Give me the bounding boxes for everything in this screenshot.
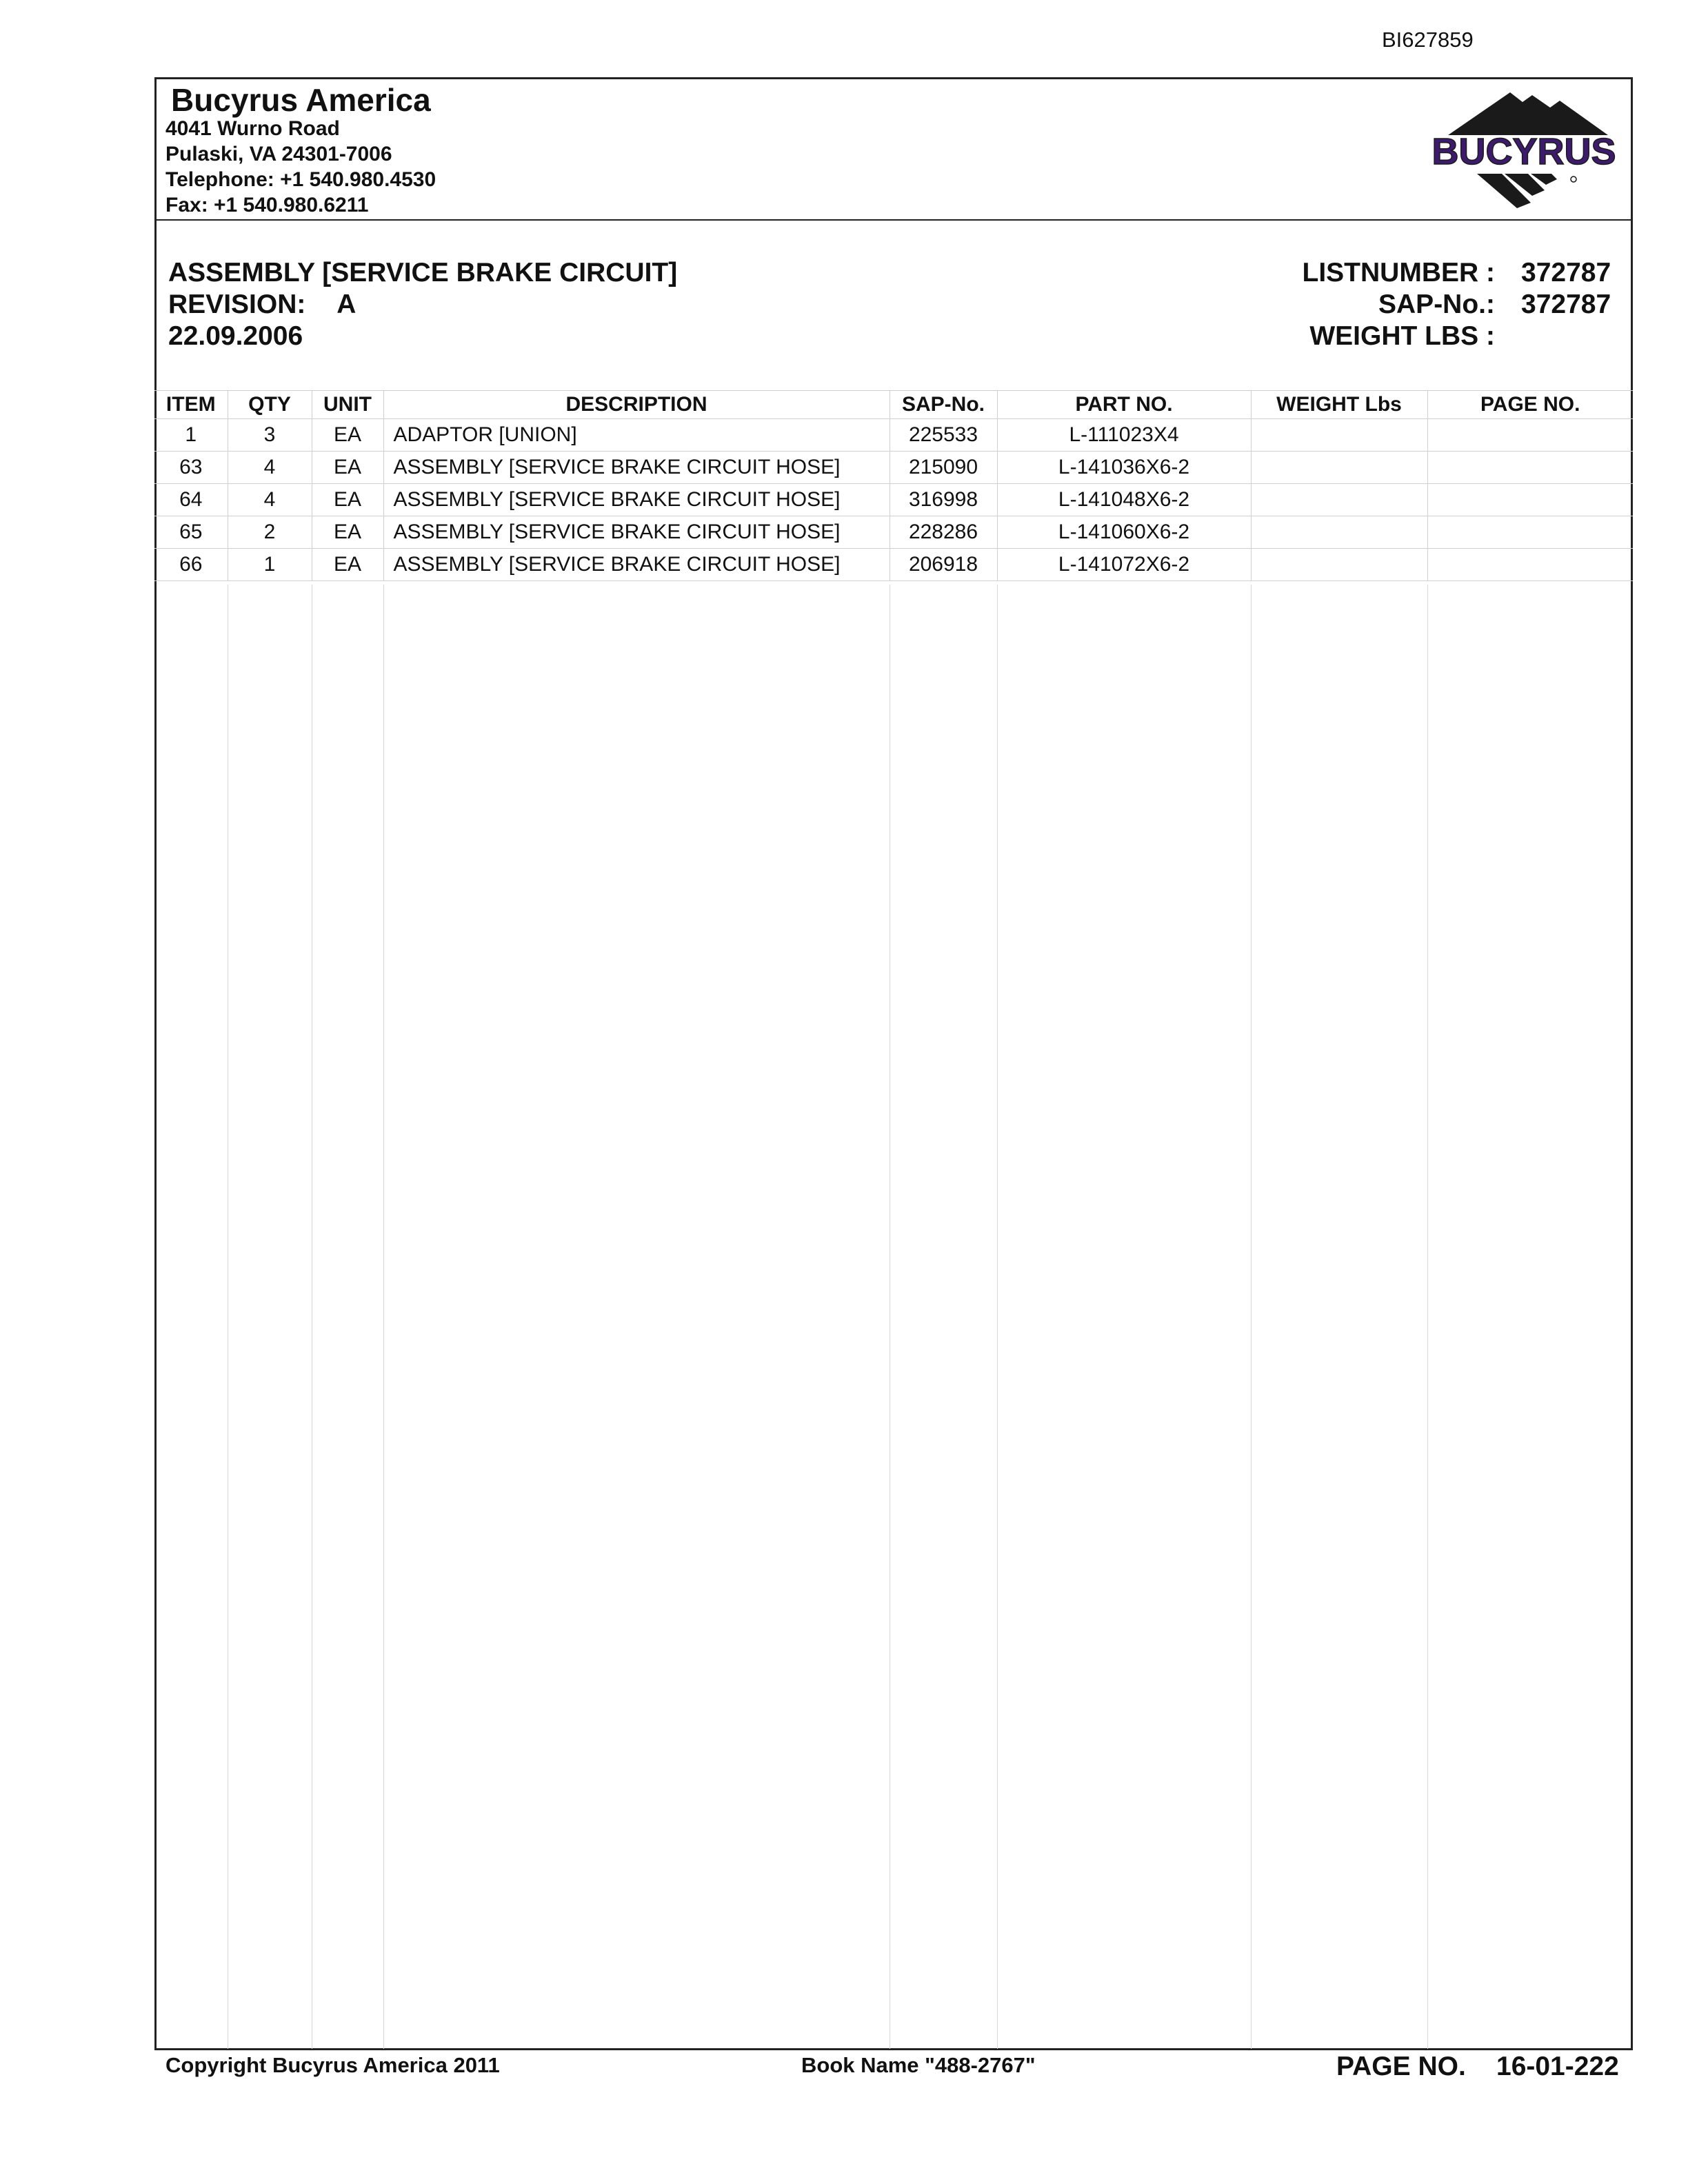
column-separator	[997, 585, 998, 2049]
sap-no-cell: 228286	[890, 516, 997, 549]
column-separator	[1427, 585, 1428, 2049]
column-header-qty: QTY	[228, 391, 312, 419]
column-separator	[383, 585, 384, 2049]
part-no-cell: L-111023X4	[997, 419, 1251, 452]
description-cell: ASSEMBLY [SERVICE BRAKE CIRCUIT HOSE]	[383, 549, 890, 581]
column-header-sap-no: SAP-No.	[890, 391, 997, 419]
column-header-weight: WEIGHT Lbs	[1251, 391, 1427, 419]
column-header-page-no: PAGE NO.	[1427, 391, 1633, 419]
parts-table	[154, 390, 1633, 581]
sap-no-cell: 225533	[890, 419, 997, 452]
unit-cell: EA	[312, 419, 383, 452]
qty-cell: 3	[228, 419, 312, 452]
part-no-cell: L-141036X6-2	[997, 452, 1251, 484]
table-row	[154, 452, 1633, 484]
item-cell: 65	[154, 516, 228, 549]
column-header-unit: UNIT	[312, 391, 383, 419]
description-cell: ASSEMBLY [SERVICE BRAKE CIRCUIT HOSE]	[383, 452, 890, 484]
unit-cell: EA	[312, 452, 383, 484]
qty-cell: 1	[228, 549, 312, 581]
sapno-value: 372787	[1521, 290, 1611, 319]
company-name: Bucyrus America	[171, 82, 431, 118]
page-no-cell	[1427, 516, 1633, 549]
qty-cell: 4	[228, 484, 312, 516]
part-no-cell: L-141060X6-2	[997, 516, 1251, 549]
assembly-title: ASSEMBLY [SERVICE BRAKE CIRCUIT]	[168, 258, 678, 287]
page-no-cell	[1427, 452, 1633, 484]
weight-label: WEIGHT LBS :	[1309, 321, 1495, 351]
assembly-date: 22.09.2006	[168, 321, 303, 351]
header-divider	[154, 219, 1633, 221]
company-telephone: Telephone: +1 540.980.4530	[165, 168, 436, 191]
revision-label: REVISION:	[168, 290, 306, 319]
part-no-cell: L-141072X6-2	[997, 549, 1251, 581]
footer-book-name: Book Name "488-2767"	[801, 2053, 1036, 2077]
sap-no-cell: 215090	[890, 452, 997, 484]
description-cell: ASSEMBLY [SERVICE BRAKE CIRCUIT HOSE]	[383, 484, 890, 516]
table-row	[154, 549, 1633, 581]
qty-cell: 2	[228, 516, 312, 549]
sap-no-cell: 206918	[890, 549, 997, 581]
weight-cell	[1251, 516, 1427, 549]
weight-cell	[1251, 419, 1427, 452]
company-fax: Fax: +1 540.980.6211	[165, 194, 369, 216]
document-id: BI627859	[1382, 28, 1474, 52]
page-frame	[154, 77, 1633, 2050]
item-cell: 66	[154, 549, 228, 581]
unit-cell: EA	[312, 549, 383, 581]
column-header-description: DESCRIPTION	[383, 391, 890, 419]
company-address-line2: Pulaski, VA 24301-7006	[165, 143, 392, 165]
weight-cell	[1251, 484, 1427, 516]
item-cell: 1	[154, 419, 228, 452]
page-no-cell	[1427, 549, 1633, 581]
column-header-part-no: PART NO.	[997, 391, 1251, 419]
footer-copyright: Copyright Bucyrus America 2011	[165, 2053, 500, 2077]
revision-row	[168, 290, 356, 320]
page-no-cell	[1427, 419, 1633, 452]
listnumber-value: 372787	[1521, 258, 1611, 287]
sapno-label: SAP-No.:	[1378, 290, 1495, 319]
column-separator	[1251, 585, 1252, 2049]
page-no-cell	[1427, 484, 1633, 516]
footer-page-label: PAGE NO.	[1336, 2052, 1466, 2081]
unit-cell: EA	[312, 516, 383, 549]
sap-no-cell: 316998	[890, 484, 997, 516]
weight-cell	[1251, 452, 1427, 484]
listnumber-label: LISTNUMBER :	[1302, 258, 1495, 287]
item-cell: 64	[154, 484, 228, 516]
table-row	[154, 516, 1633, 549]
weight-cell	[1251, 549, 1427, 581]
part-no-cell: L-141048X6-2	[997, 484, 1251, 516]
table-row	[154, 419, 1633, 452]
logo-mountains-icon	[1448, 92, 1608, 135]
company-address-line1: 4041 Wurno Road	[165, 117, 340, 140]
logo-registered-icon	[1571, 176, 1576, 182]
item-cell: 63	[154, 452, 228, 484]
revision-value: A	[336, 290, 356, 319]
unit-cell: EA	[312, 484, 383, 516]
bucyrus-logo	[1427, 88, 1620, 212]
description-cell: ASSEMBLY [SERVICE BRAKE CIRCUIT HOSE]	[383, 516, 890, 549]
table-row	[154, 484, 1633, 516]
column-header-item: ITEM	[154, 391, 228, 419]
description-cell: ADAPTOR [UNION]	[383, 419, 890, 452]
table-header-row	[154, 391, 1633, 419]
qty-cell: 4	[228, 452, 312, 484]
logo-text: BUCYRUS	[1431, 131, 1616, 172]
footer-page-value: 16-01-222	[1496, 2052, 1619, 2081]
